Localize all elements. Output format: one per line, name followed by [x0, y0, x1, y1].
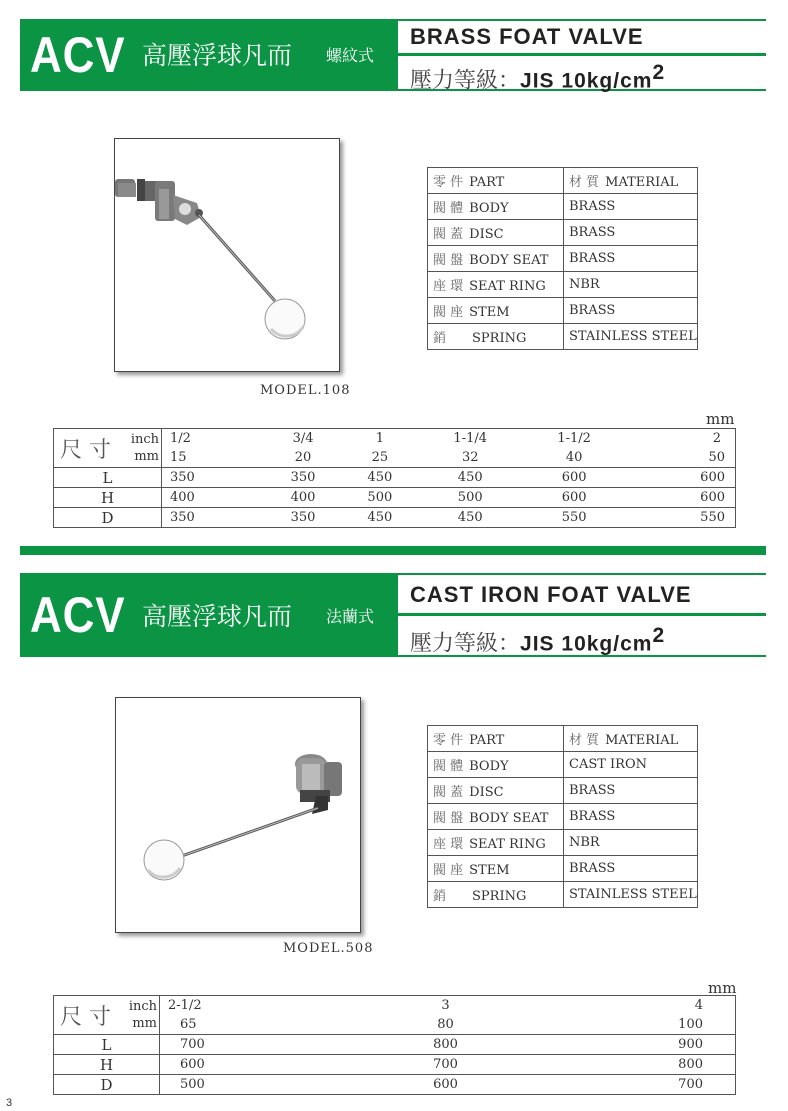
page-number: 3	[6, 1097, 13, 1109]
dim-row-D	[54, 508, 736, 528]
size-inch: 4	[563, 996, 736, 1016]
part-en: DISC	[469, 227, 504, 242]
part-cn: 閥 體	[433, 759, 464, 774]
section2-header-banner	[20, 573, 766, 657]
dim-row-label: D	[54, 508, 162, 528]
material-header-cn: 材 質	[569, 175, 600, 190]
dim-row-label: D	[54, 1075, 160, 1095]
size-inch: 1	[341, 429, 418, 449]
dim-value: 450	[341, 468, 418, 488]
dim-value: 400	[162, 488, 265, 508]
pressure-rating	[398, 616, 766, 655]
dim-value: 450	[418, 468, 522, 488]
part-cn: 閥 盤	[433, 811, 464, 826]
material-value: BRASS	[564, 778, 698, 804]
dim-value: 450	[418, 508, 522, 528]
product-info-box	[396, 575, 766, 655]
part-cn: 閥 座	[433, 305, 464, 320]
materials-row	[428, 882, 698, 908]
materials-row	[428, 298, 698, 324]
dim-value: 600	[626, 468, 735, 488]
size-mm: 25	[371, 450, 389, 465]
material-value: BRASS	[564, 298, 698, 324]
dim-value: 450	[341, 508, 418, 528]
dim-value: 600	[328, 1075, 563, 1095]
size-mm: 40	[565, 450, 583, 465]
dim-value: 600	[626, 488, 735, 508]
dim-inch-row	[54, 429, 736, 449]
part-cn: 座 環	[433, 279, 464, 294]
dim-value: 800	[328, 1035, 563, 1055]
model-label: MODEL.508	[283, 941, 374, 956]
section1-header-banner	[20, 19, 766, 94]
size-mm: 20	[294, 450, 312, 465]
material-value: BRASS	[564, 246, 698, 272]
pressure-rating	[398, 56, 766, 94]
material-value: BRASS	[564, 194, 698, 220]
product-title-cn: 高壓浮球凡而	[142, 41, 293, 70]
material-header-en: MATERIAL	[605, 733, 679, 748]
materials-row	[428, 324, 698, 350]
size-inch: 1-1/4	[418, 429, 522, 449]
materials-row	[428, 752, 698, 778]
dim-value: 600	[160, 1055, 329, 1075]
materials-row	[428, 830, 698, 856]
inch-label: inch	[130, 432, 159, 447]
dim-value: 350	[162, 508, 265, 528]
size-inch: 2-1/2	[160, 996, 329, 1016]
brand-logo: ACV	[30, 27, 126, 83]
dim-row-label: L	[54, 1035, 160, 1055]
model-label: MODEL.108	[260, 383, 351, 398]
float-valve-brass-illustration	[115, 139, 339, 371]
dim-value: 700	[563, 1075, 736, 1095]
material-value: BRASS	[564, 220, 698, 246]
dimension-unit: mm	[706, 410, 735, 428]
material-value: STAINLESS STEEL	[564, 324, 698, 350]
material-value: BRASS	[564, 804, 698, 830]
section-divider	[20, 546, 766, 555]
dim-value: 350	[265, 508, 342, 528]
part-en: BODY SEAT	[469, 253, 549, 268]
dim-value: 700	[160, 1035, 329, 1055]
dim-value: 550	[522, 508, 626, 528]
part-cn: 銷	[433, 331, 447, 346]
size-mm: 15	[170, 450, 187, 465]
size-inch: 1/2	[162, 429, 265, 449]
part-cn: 銷	[433, 889, 447, 904]
inch-label: inch	[128, 999, 157, 1014]
dim-value: 500	[418, 488, 522, 508]
size-mm: 100	[563, 1015, 736, 1035]
pressure-value: JIS 10kg/cm	[520, 632, 653, 656]
materials-row	[428, 856, 698, 882]
dim-row-label: H	[54, 1055, 160, 1075]
size-mm: 65	[180, 1017, 197, 1032]
product-photo-model-108	[114, 138, 340, 372]
part-cn: 閥 蓋	[433, 227, 464, 242]
colon: ：	[498, 631, 521, 657]
part-en: BODY	[469, 201, 509, 216]
part-en: SPRING	[472, 889, 527, 904]
pressure-value: JIS 10kg/cm	[520, 69, 653, 93]
size-inch: 2	[626, 429, 735, 449]
material-value: NBR	[564, 272, 698, 298]
dim-row-H	[54, 488, 736, 508]
dim-row-D	[54, 1075, 736, 1095]
product-title-en: BRASS FOAT VALVE	[398, 21, 766, 56]
size-inch: 3/4	[265, 429, 342, 449]
part-en: STEM	[469, 863, 510, 878]
product-subtitle-cn: 螺紋式	[326, 46, 375, 65]
part-header-cn: 零 件	[433, 733, 464, 748]
dimensions-table	[53, 428, 736, 528]
dim-value: 600	[522, 468, 626, 488]
material-header-cn: 材 質	[569, 733, 600, 748]
materials-row	[428, 246, 698, 272]
dim-value: 500	[341, 488, 418, 508]
part-en: STEM	[469, 305, 510, 320]
material-value: NBR	[564, 830, 698, 856]
dim-value: 400	[265, 488, 342, 508]
size-inch: 1-1/2	[522, 429, 626, 449]
material-value: CAST IRON	[564, 752, 698, 778]
dimensions-table	[53, 995, 736, 1095]
materials-row	[428, 272, 698, 298]
material-value: BRASS	[564, 856, 698, 882]
part-header-cn: 零 件	[433, 175, 464, 190]
dim-row-H	[54, 1055, 736, 1075]
dim-row-L	[54, 1035, 736, 1055]
dim-row-L	[54, 468, 736, 488]
part-cn: 閥 蓋	[433, 785, 464, 800]
product-subtitle-cn: 法蘭式	[326, 607, 375, 626]
size-mm: 32	[461, 450, 479, 465]
part-header-en: PART	[469, 175, 505, 190]
dim-value: 900	[563, 1035, 736, 1055]
size-mm: 50	[626, 448, 735, 468]
dimension-label-cn: 尺 寸	[60, 1005, 111, 1030]
part-en: DISC	[469, 785, 504, 800]
materials-row	[428, 220, 698, 246]
dim-row-label: L	[54, 468, 162, 488]
materials-table	[427, 167, 698, 350]
materials-table	[427, 725, 698, 908]
dim-row-label: H	[54, 488, 162, 508]
part-en: BODY	[469, 759, 509, 774]
part-cn: 閥 座	[433, 863, 464, 878]
product-info-box	[396, 21, 766, 94]
part-cn: 閥 體	[433, 201, 464, 216]
materials-header-row	[428, 726, 698, 752]
dim-value: 350	[162, 468, 265, 488]
material-value: STAINLESS STEEL	[564, 882, 698, 908]
part-header-en: PART	[469, 733, 505, 748]
product-title-cn: 高壓浮球凡而	[142, 602, 293, 631]
materials-header-row	[428, 168, 698, 194]
dim-value: 500	[160, 1075, 329, 1095]
mm-label: mm	[132, 1016, 157, 1031]
materials-row	[428, 194, 698, 220]
dim-value: 700	[328, 1055, 563, 1075]
dimension-label-cn: 尺 寸	[60, 438, 111, 463]
product-title-en: CAST IRON FOAT VALVE	[398, 575, 766, 616]
material-header-en: MATERIAL	[605, 175, 679, 190]
brand-logo: ACV	[30, 587, 126, 643]
dimension-unit: mm	[708, 979, 737, 997]
dim-value: 600	[522, 488, 626, 508]
pressure-sup: 2	[652, 624, 666, 647]
dim-inch-row	[54, 996, 736, 1016]
part-en: SPRING	[472, 331, 527, 346]
pressure-label: 壓力等級	[410, 68, 499, 94]
pressure-sup: 2	[652, 61, 666, 84]
materials-row	[428, 804, 698, 830]
dim-value: 800	[563, 1055, 736, 1075]
float-valve-cast-iron-illustration	[116, 698, 360, 932]
part-en: BODY SEAT	[469, 811, 549, 826]
part-cn: 閥 盤	[433, 253, 464, 268]
materials-row	[428, 778, 698, 804]
mm-label: mm	[134, 449, 159, 464]
part-cn: 座 環	[433, 837, 464, 852]
size-inch: 3	[328, 996, 563, 1016]
product-photo-model-508	[115, 697, 361, 933]
pressure-label: 壓力等級	[410, 631, 499, 657]
dim-value: 550	[626, 508, 735, 528]
part-en: SEAT RING	[469, 837, 546, 852]
part-en: SEAT RING	[469, 279, 546, 294]
dim-value: 350	[265, 468, 342, 488]
size-mm: 80	[437, 1017, 454, 1032]
colon: ：	[498, 68, 521, 94]
